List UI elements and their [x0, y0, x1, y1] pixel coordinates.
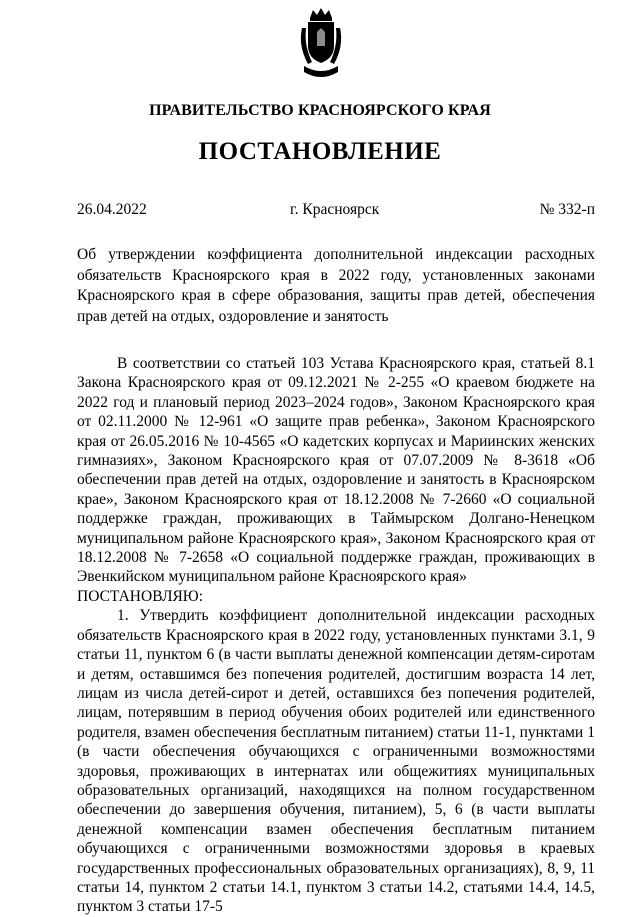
issuing-authority: ПРАВИТЕЛЬСТВО КРАСНОЯРСКОГО КРАЯ — [149, 102, 491, 119]
document-title: Об утверждении коэффициента дополнительной индексации расходных обязательств Красноярского края в 2022 году, установленных законами Красноярского края в сфере образования, защиты прав детей, обеспечения прав детей на отдых, оздоровление и занятость — [77, 246, 595, 325]
document-city: г. Красноярск — [290, 201, 380, 218]
coat-of-arms-emblem — [296, 6, 346, 86]
resolve-keyword: ПОСТАНОВЛЯЮ: — [77, 587, 204, 605]
document-date: 26.04.2022 — [77, 201, 147, 218]
document-body — [77, 354, 595, 917]
document-number: № 332-п — [539, 201, 595, 218]
document-meta-line — [77, 201, 595, 221]
preamble-paragraph: В соответствии со статьей 103 Устава Красноярского края, статьей 8.1 Закона Красноярского края от 09.12.2021 № 2-255 «О краевом бюджете на 2022 год и плановый период 2023–2024 годов», Законом Красноярского края от 02.11.2000 № 12-961 «О защите прав ребенка», Законом Красноярского края от 26.05.2016 № 10-4565 «О кадетских корпусах и Мариинских женских гимназиях», Законом Красноярского края от 07.07.2009 № 8-3618 «Об обеспечении прав детей на отдых, оздоровление и занятость в Красноярском крае», Законом Красноярского края от 18.12.2008 № 7-2660 «О социальной поддержке граждан, проживающих в Таймырском Долгано-Ненецком муниципальном районе Красноярского края», Законом Красноярского края от 18.12.2008 № 7-2658 «О социальной поддержке граждан, проживающих в Эвенкийском муниципальном районе Красноярского края» — [77, 355, 595, 586]
document-type-heading: ПОСТАНОВЛЕНИЕ — [198, 138, 442, 165]
item-1-paragraph: 1. Утвердить коэффициент дополнительной индексации расходных обязательств Красноярского края в 2022 году, установленных пунктами 3.1, 9 статьи 11, пунктом 6 (в части выплаты денежной компенсации детям-сиротам и детям, оставшимся без попечения родителей, достигшим возраста 14 лет, лицам из числа детей-сирот и детей, оставшихся без попечения родителей, лицам, потерявшим в период обучения обоих родителей или единственного родителя, взамен обеспечения бесплатным питанием) статьи 11-1, пунктами 1 (в части обеспечения обучающихся с ограниченными возможностями здоровья, проживающих в интернатах или общежитиях муниципальных образовательных организаций, находящихся на полном государственном обеспечении до завершения обучения, питанием), 5, 6 (в части выплаты денежной компенсации взамен обеспечения бесплатным питанием обучающихся с ограниченными возможностями здоровья в краевых государственных профессиональных образовательных организациях), 8, 9, 11 статьи 14, пунктом 2 статьи 14.1, пунктом 3 статьи 14.2, статьями 14.4, 14.5, пунктом 3 статьи 17-5 — [77, 607, 595, 916]
